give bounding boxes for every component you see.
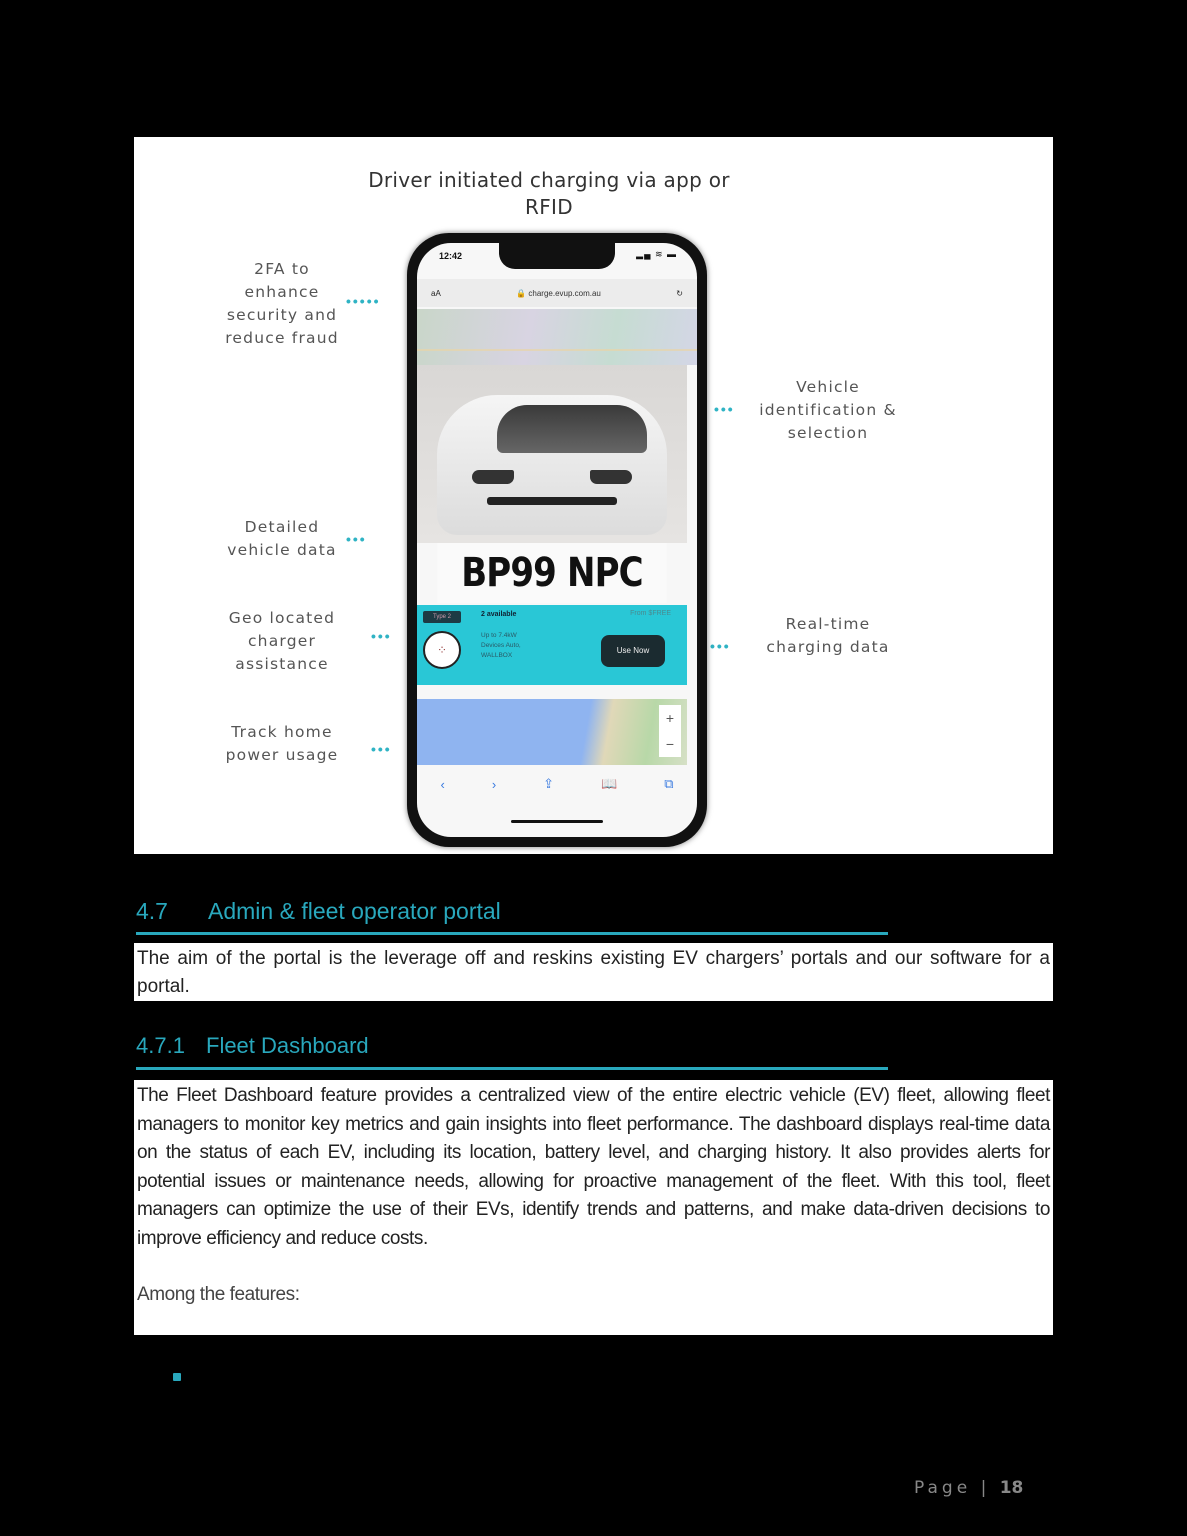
connector-dots-icon: ••••• [346, 293, 381, 309]
connector-dots-icon: ••• [346, 531, 367, 547]
phone-screen [417, 243, 697, 837]
section-heading [136, 896, 888, 935]
connector-dots-icon: ••• [371, 628, 392, 644]
bullet-icon [173, 1373, 181, 1381]
vehicle-image [417, 365, 687, 543]
figure-title: Driver initiated charging via app or RFID [368, 168, 730, 219]
connector-type-badge: Type 2 [423, 611, 461, 623]
car-icon [437, 395, 667, 535]
map-preview-top [417, 309, 697, 365]
callout-realtime-charging: Real-time charging data [766, 615, 890, 656]
subsection-heading [136, 1031, 888, 1070]
price-text: From $FREE [630, 610, 671, 617]
zoom-out-icon[interactable]: − [665, 736, 675, 752]
charger-info [481, 631, 521, 661]
section-body: The aim of the portal is the leverage off and reskins existing EV chargers’ portals and our software for a portal. [134, 943, 1053, 1001]
phone-mockup [407, 233, 707, 847]
callout-vehicle-id: Vehicle identification & selection [759, 378, 897, 442]
availability-text: 2 available [481, 611, 517, 618]
connector-dots-icon: ••• [371, 741, 392, 757]
subsection-number: 4.7.1 [136, 1033, 185, 1058]
connector-dots-icon: ••• [714, 401, 735, 417]
charger-brand: WALLBOX [481, 652, 513, 659]
home-indicator [511, 820, 603, 823]
map-preview-bottom[interactable] [417, 699, 687, 765]
tabs-icon[interactable]: ⧉ [664, 776, 674, 791]
callout-home-power: Track home power usage [225, 723, 339, 764]
charger-card[interactable] [417, 605, 687, 685]
connector-dots-icon: ••• [710, 638, 731, 654]
page-footer [914, 1478, 1023, 1498]
callout-vehicle-data: Detailed vehicle data [227, 518, 337, 559]
section-number: 4.7 [136, 898, 168, 924]
subsection-body: The Fleet Dashboard feature provides a centralized view of the entire electric vehicle (EV) fleet, allowing fleet managers to monitor key metrics and gain insights into fleet performance. The dashboard displays real-time data on the status of each EV, including its location, battery level, and charging history. It also provides alerts for potential issues or maintenance needs, allowing for proactive management of the fleet. With this tool, fleet managers can optimize the use of their EVs, identify trends and patterns, and make data-driven decisions to improve efficiency and reduce costs. [137, 1085, 1050, 1249]
section-title: Admin & fleet operator portal [208, 898, 501, 924]
reload-icon[interactable]: ↻ [676, 288, 683, 298]
page-separator: | [980, 1478, 991, 1498]
back-icon[interactable]: ‹ [440, 776, 445, 792]
phone-notch [499, 243, 615, 269]
type2-connector-icon: ⁘ [423, 631, 461, 669]
callout-2fa: 2FA to enhance security and reduce fraud [225, 260, 339, 347]
forward-icon[interactable]: › [491, 776, 497, 792]
charger-power: Up to 7.4kW [481, 632, 517, 639]
signal-wifi-battery-icon: ▂▄ ≋ ▬ [636, 249, 677, 259]
page-label: Page [914, 1478, 972, 1498]
status-time: 12:42 [439, 251, 463, 261]
app-feature-figure [134, 137, 1053, 854]
features-intro: Among the features: [137, 1283, 300, 1305]
callout-geo-charger: Geo located charger assistance [228, 609, 336, 673]
zoom-in-icon[interactable]: + [665, 710, 675, 726]
use-now-button[interactable]: Use Now [601, 635, 665, 667]
charger-devices: Devices Auto, [481, 642, 521, 649]
url-text[interactable]: 🔒 charge.evup.com.au [516, 288, 601, 298]
browser-url-bar[interactable] [417, 279, 697, 307]
subsection-body-box [134, 1080, 1053, 1335]
browser-toolbar [417, 769, 697, 799]
map-zoom-control[interactable] [659, 705, 681, 757]
license-plate: BP99 NPC [437, 543, 667, 603]
share-icon[interactable]: ⇪ [543, 776, 555, 791]
text-size-icon[interactable]: aA [431, 288, 441, 298]
page-number: 18 [999, 1478, 1024, 1498]
bookmarks-icon[interactable]: 📖 [601, 776, 618, 791]
subsection-title: Fleet Dashboard [206, 1033, 369, 1058]
